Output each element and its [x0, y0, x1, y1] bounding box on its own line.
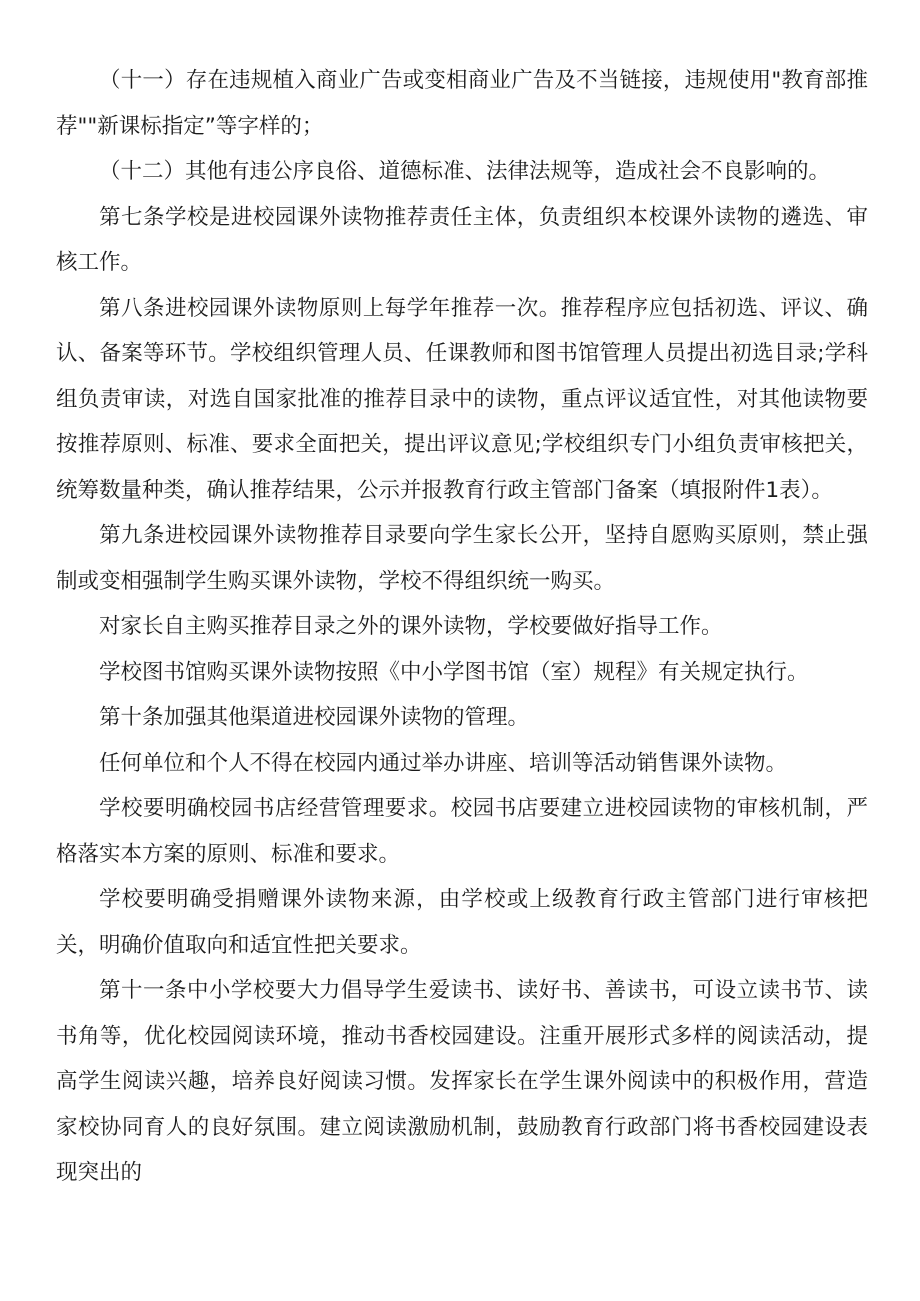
paragraph-article-8: 第八条进校园课外读物原则上每学年推荐一次。推荐程序应包括初选、评议、确认、备案等环节。学校组织管理人员、任课教师和图书馆管理人员提出初选目录;学科组负责审读，对选自国家批准的推荐目录中的读物，重点评议适宜性，对其他读物要按推荐原则、标准、要求全面把关，提出评议意见;学校组织专门小组负责审核把关，统筹数量种类，确认推荐结果，公示并报教育行政主管部门备案（填报附件1表）。 — [56, 295, 868, 503]
paragraph-article-9: 第九条进校园课外读物推荐目录要向学生家长公开，坚持自愿购买原则，禁止强制或变相强制学生购买课外读物，学校不得组织统一购买。 — [56, 523, 868, 594]
paragraph-article-11: 第十一条中小学校要大力倡导学生爱读书、读好书、善读书，可设立读书节、读书角等，优化校园阅读环境，推动书香校园建设。注重开展形式多样的阅读活动，提高学生阅读兴趣，培养良好阅读习惯。发挥家长在学生课外阅读中的积极作用，营造家校协同育人的良好氛围。建立阅读激励机制，鼓励教育行政部门将书香校园建设表现突出的 — [56, 978, 868, 1185]
paragraph-clause-12: （十二）其他有违公序良俗、道德标准、法律法规等，造成社会不良影响的。 — [99, 159, 831, 184]
paragraph-article-10: 第十条加强其他渠道进校园课外读物的管理。 — [99, 705, 530, 730]
paragraph-parent-guidance: 对家长自主购买推荐目录之外的课外读物，学校要做好指导工作。 — [99, 614, 723, 639]
paragraph-library-purchase: 学校图书馆购买课外读物按照《中小学图书馆（室）规程》有关规定执行。 — [99, 659, 809, 685]
paragraph-campus-bookstore: 学校要明确校园书店经营管理要求。校园书店要建立进校园读物的审核机制，严格落实本方案的原则、标准和要求。 — [56, 796, 868, 867]
paragraph-article-7: 第七条学校是进校园课外读物推荐责任主体，负责组织本校课外读物的遴选、审核工作。 — [56, 204, 868, 275]
paragraph-clause-11: （十一）存在违规植入商业广告或变相商业广告及不当链接，违规使用"教育部推荐""新课标指定”等字样的； — [56, 68, 868, 139]
paragraph-no-sales: 任何单位和个人不得在校园内通过举办讲座、培训等活动销售课外读物。 — [99, 750, 788, 776]
document-body — [56, 58, 868, 1196]
paragraph-donations: 学校要明确受捐赠课外读物来源，由学校或上级教育行政主管部门进行审核把关，明确价值取向和适宜性把关要求。 — [56, 887, 868, 958]
